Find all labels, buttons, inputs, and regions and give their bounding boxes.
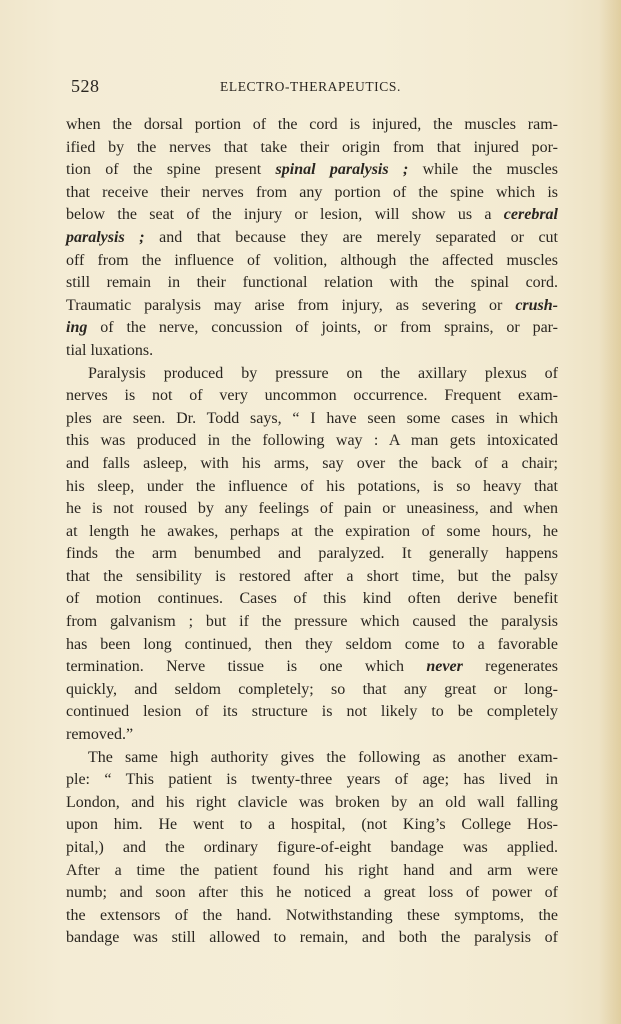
page-number: 528: [71, 76, 100, 96]
text-line: tial luxations.: [66, 341, 154, 359]
text-line: [66, 159, 558, 182]
text-run: of the nerve, concussion of joints, or from sprains, or par-: [87, 319, 558, 337]
text-line: and falls asleep, with his arms, say over the back of a chair;: [66, 454, 558, 472]
text-line: that receive their nerves from any portion of the spine which is: [66, 183, 558, 201]
text-line: that the sensibility is restored after a short time, but the palsy: [66, 567, 558, 585]
italic-term: crush-: [515, 296, 558, 314]
text-line: [66, 227, 558, 250]
text-line: at length he awakes, perhaps at the expiration of some hours, he: [66, 522, 558, 540]
text-line: when the dorsal portion of the cord is injured, the muscles ram-: [66, 116, 558, 133]
italic-term: never: [426, 658, 463, 676]
text-line: this was produced in the following way : A man gets intoxicated: [66, 432, 558, 450]
text-line: [66, 295, 558, 318]
text-run: termination. Nerve tissue is one which: [66, 658, 427, 676]
page-edge-shadow: [599, 0, 621, 1024]
text-line: has been long continued, then they seldom come to a favorable: [66, 635, 558, 653]
text-line: ple: “ This patient is twenty-three years of age; has lived in: [66, 771, 558, 789]
text-run: Traumatic paralysis may arise from injury, as severing or: [66, 296, 516, 314]
text-line: from galvanism ; but if the pressure which caused the paralysis: [66, 613, 558, 631]
text-line: Paralysis produced by pressure on the axillary plexus of: [88, 364, 558, 382]
italic-term: spinal paralysis ;: [275, 161, 409, 179]
text-line: removed.”: [66, 726, 134, 744]
page-header: [0, 76, 621, 98]
text-run: tion of the spine present: [66, 161, 276, 179]
text-line: quickly, and seldom completely; so that any great or long-: [66, 680, 558, 698]
text-line: the extensors of the hand. Notwithstanding these symptoms, the: [66, 906, 558, 924]
text-line: bandage was still allowed to remain, and both the paralysis of: [66, 929, 558, 947]
italic-term: paralysis ;: [66, 228, 145, 246]
text-line: nerves is not of very uncommon occurrence. Frequent exam-: [66, 387, 558, 405]
text-line: upon him. He went to a hospital, (not King’s College Hos-: [66, 816, 558, 834]
text-run: regenerates: [462, 658, 558, 676]
text-line: off from the influence of volition, although the affected muscles: [66, 251, 558, 269]
text-run: and that because they are merely separated or cut: [144, 228, 559, 246]
text-line: continued lesion of its structure is not likely to be completely: [66, 703, 558, 721]
text-line: he is not roused by any feelings of pain or uneasiness, and when: [66, 500, 558, 518]
body-text: [66, 114, 558, 950]
text-line: [66, 317, 558, 340]
text-line: still remain in their functional relation with the spinal cord.: [66, 274, 558, 292]
italic-term: ing: [66, 319, 88, 337]
text-run: while the muscles: [408, 161, 558, 179]
text-line: After a time the patient found his right hand and arm were: [66, 861, 558, 879]
italic-term: cerebral: [503, 206, 558, 224]
text-line: [66, 656, 558, 679]
text-line: of motion continues. Cases of this kind often derive benefit: [66, 590, 558, 608]
text-line: pital,) and the ordinary figure-of-eight bandage was applied.: [66, 839, 558, 856]
text-line: London, and his right clavicle was broken by an old wall falling: [66, 793, 558, 811]
text-run: below the seat of the injury or lesion, will show us a: [66, 206, 504, 224]
text-line: [66, 204, 558, 227]
text-line: his sleep, under the influence of his potations, is so heavy that: [66, 477, 558, 495]
running-head: ELECTRO-THERAPEUTICS.: [220, 79, 401, 94]
text-line: The same high authority gives the following as another exam-: [88, 748, 558, 766]
text-line: numb; and soon after this he noticed a great loss of power of: [66, 884, 558, 902]
text-line: ified by the nerves that take their origin from that injured por-: [66, 138, 558, 156]
text-line: ples are seen. Dr. Todd says, “ I have seen some cases in which: [66, 409, 558, 427]
text-line: finds the arm benumbed and paralyzed. It generally happens: [66, 545, 558, 563]
